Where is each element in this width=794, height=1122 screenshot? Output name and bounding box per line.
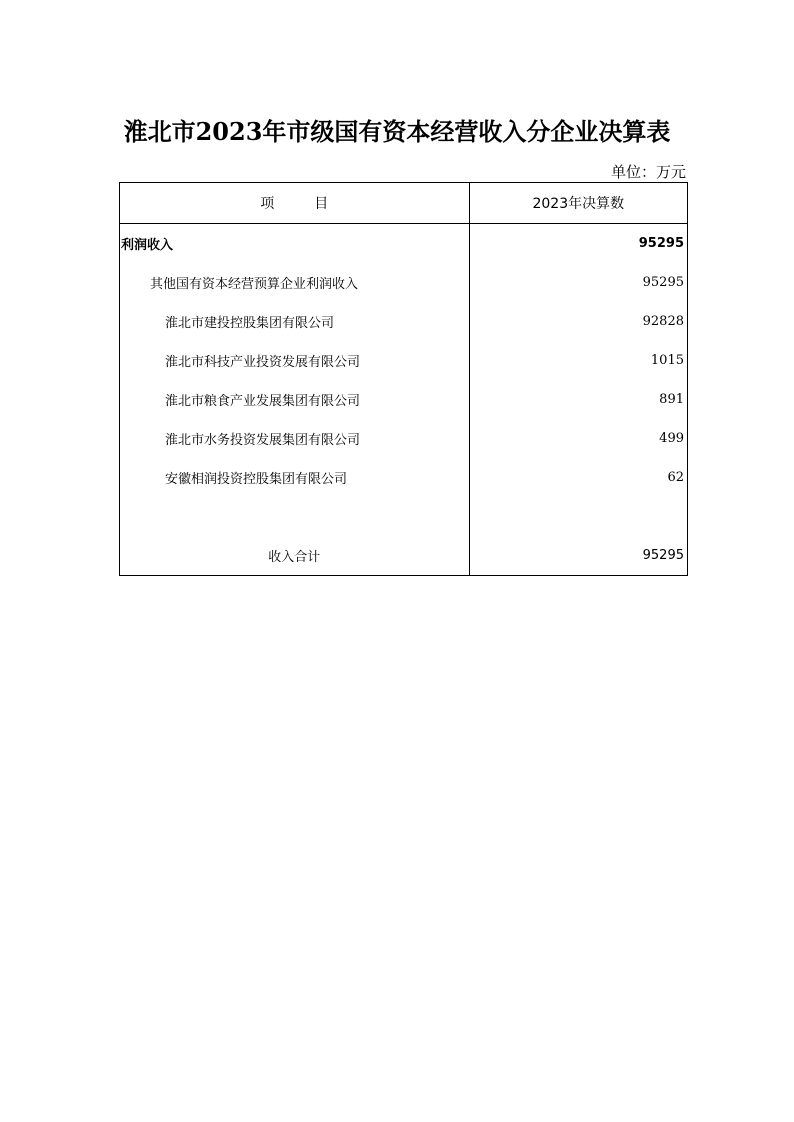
table-row-blank	[120, 497, 688, 535]
row-label: 淮北市粮食产业发展集团有限公司	[120, 380, 470, 419]
header-value: 2023年决算数	[469, 183, 687, 224]
table-row	[120, 419, 688, 458]
row-label: 其他国有资本经营预算企业利润收入	[120, 263, 470, 302]
table-row	[120, 341, 688, 380]
total-row	[120, 535, 688, 576]
row-value: 1015	[469, 341, 687, 380]
row-label: 安徽相润投资控股集团有限公司	[120, 458, 470, 497]
header-item	[120, 183, 470, 224]
total-label: 收入合计	[120, 535, 470, 576]
table-row	[120, 458, 688, 497]
blank-cell	[120, 497, 470, 535]
budget-table	[119, 182, 688, 576]
row-label: 淮北市建投控股集团有限公司	[120, 302, 470, 341]
header-item-part2: 目	[314, 196, 329, 212]
table-row	[120, 263, 688, 302]
row-label: 淮北市水务投资发展集团有限公司	[120, 419, 470, 458]
row-label: 利润收入	[120, 224, 470, 264]
row-value: 92828	[469, 302, 687, 341]
blank-cell	[469, 497, 687, 535]
row-value: 62	[469, 458, 687, 497]
page-title: 淮北市2023年市级国有资本经营收入分企业决算表	[123, 117, 671, 146]
header-item-part1: 项	[260, 196, 275, 212]
row-label: 淮北市科技产业投资发展有限公司	[120, 341, 470, 380]
total-value: 95295	[469, 535, 687, 576]
row-value: 499	[469, 419, 687, 458]
table-row	[120, 224, 688, 264]
table-row	[120, 302, 688, 341]
row-value: 95295	[469, 263, 687, 302]
unit-label: 单位：万元	[610, 163, 686, 181]
table-row	[120, 380, 688, 419]
row-value: 891	[469, 380, 687, 419]
table-header-row	[120, 183, 688, 224]
row-value: 95295	[469, 224, 687, 264]
